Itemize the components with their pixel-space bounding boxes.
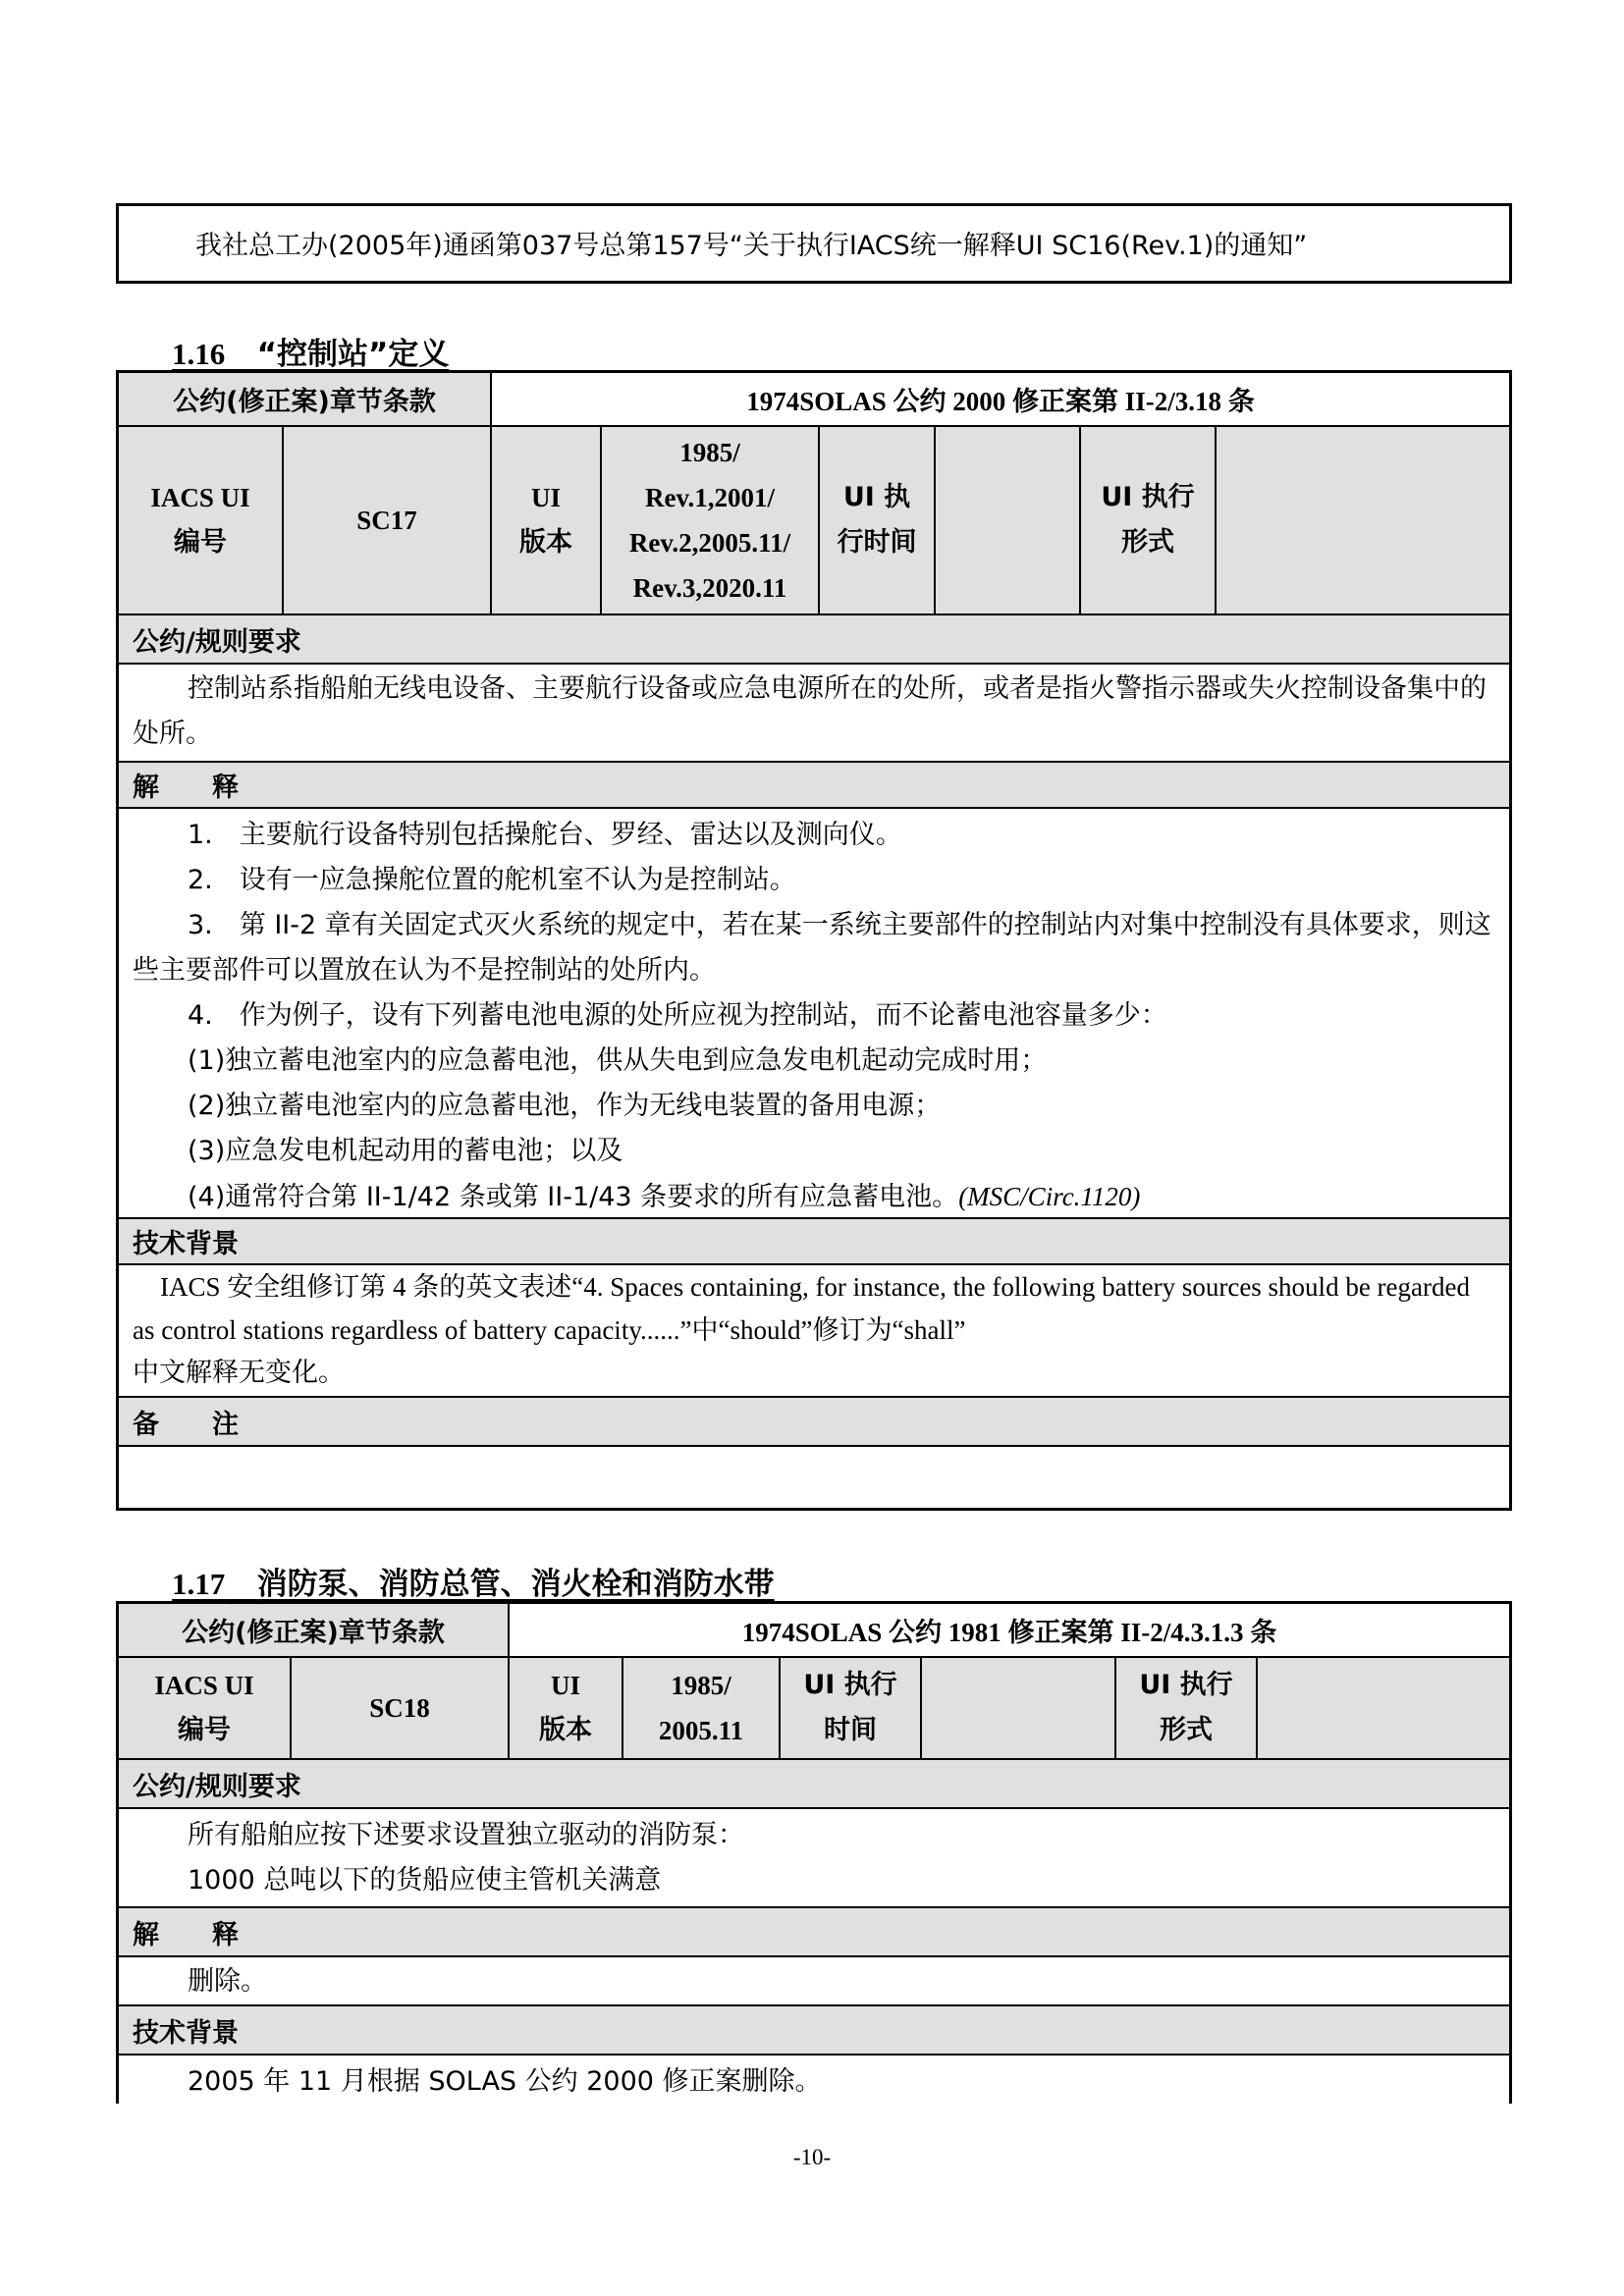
interpretation-text-row (119, 807, 1509, 1217)
remark-value-row (119, 1445, 1509, 1508)
interpretation-label: 解 释 (133, 1919, 239, 1950)
exec-time-value (934, 427, 1079, 614)
version-label: UI 版本 (508, 1658, 622, 1758)
interpretation-label: 解 释 (133, 773, 239, 803)
interp-item-3: 3. 第 II-2 章有关固定式灭火系统的规定中，若在某一系统主要部件的控制站内对集中控制没有具体要求，则这些主要部件可以置放在认为不是控制站的处所内。 (133, 910, 1491, 986)
tech-label-row (119, 2004, 1509, 2054)
tech-text-2: 中文解释无变化。 (133, 1358, 345, 1388)
interpretation-text: 删除。 (188, 1966, 267, 1997)
exec-form-value (1215, 427, 1509, 614)
requirement-text-row (119, 663, 1509, 761)
requirement-label: 公约/规则要求 (133, 626, 301, 658)
interpretation-text-row (119, 1955, 1509, 2004)
exec-time-label: UI 执行 时间 (779, 1658, 920, 1758)
interp-sub-3: (3)应急发电机起动用的蓄电池；以及 (188, 1136, 623, 1166)
clause-value: 1974SOLAS 公约 2000 修正案第 II-2/3.18 条 (490, 373, 1509, 425)
info-row (119, 1656, 1509, 1758)
requirement-text-row (119, 1807, 1509, 1906)
requirement-text: 控制站系指船舶无线电设备、主要航行设备或应急电源所在的处所，或者是指火警指示器或失火控制设备集中的处所。 (133, 673, 1487, 749)
exec-form-label: UI 执行 形式 (1079, 427, 1215, 614)
exec-time-label: UI 执 行时间 (818, 427, 934, 614)
top-note-text: 我社总工办(2005年)通函第037号总第157号“关于执行IACS统一解释UI SC16(Rev.1)的通知” (195, 231, 1308, 261)
tech-text-row (119, 1263, 1509, 1396)
tech-text-1: IACS 安全组修订第 4 条的英文表述“4. Spaces containing, for instance, the following battery sources should be regarded as control stations regardless of battery capacity......”中“should”修订为“shall” (133, 1272, 1470, 1345)
clause-row (119, 1604, 1509, 1656)
interp-reference: (MSC/Circ.1120) (958, 1182, 1141, 1211)
ui-no-label: IACS UI 编号 (119, 1658, 290, 1758)
remark-label-row (119, 1396, 1509, 1445)
requirement-label-row (119, 614, 1509, 663)
clause-label: 公约(修正案)章节条款 (119, 373, 490, 425)
ui-no-value: SC17 (282, 427, 490, 614)
ui-no-value: SC18 (290, 1658, 508, 1758)
requirement-line-2: 1000 总吨以下的货船应使主管机关满意 (188, 1865, 662, 1896)
requirement-line-1: 所有船舶应按下述要求设置独立驱动的消防泵： (188, 1820, 744, 1850)
clause-label: 公约(修正案)章节条款 (119, 1604, 508, 1656)
interp-sub-1: (1)独立蓄电池室内的应急蓄电池，供从失电到应急发电机起动完成时用； (188, 1045, 1048, 1076)
tech-label: 技术背景 (133, 1229, 239, 1259)
interp-item-2: 2. 设有一应急操舵位置的舵机室不认为是控制站。 (188, 865, 796, 895)
tech-text-row (119, 2054, 1509, 2107)
tech-label: 技术背景 (133, 2017, 239, 2049)
info-row (119, 425, 1509, 614)
ui-no-label: IACS UI 编号 (119, 427, 282, 614)
section-title-1-16: 1.16 “控制站”定义 (172, 337, 450, 372)
tech-text: 2005 年 11 月根据 SOLAS 公约 2000 修正案删除。 (188, 2066, 822, 2097)
tech-label-row (119, 1217, 1509, 1263)
version-value: 1985/ 2005.11 (622, 1658, 779, 1758)
section-title-1-17: 1.17 消防泵、消防总管、消火栓和消防水带 (172, 1567, 775, 1602)
interp-sub-4: (4)通常符合第 II-1/42 条或第 II-1/43 条要求的所有应急蓄电池。(MSC/Circ.1120) (188, 1182, 1141, 1212)
interp-sub-2: (2)独立蓄电池室内的应急蓄电池，作为无线电装置的备用电源； (188, 1091, 942, 1121)
requirement-label-row (119, 1758, 1509, 1807)
interpretation-label-row (119, 1906, 1509, 1955)
version-value: 1985/ Rev.1,2001/ Rev.2,2005.11/ Rev.3,2020.11 (600, 427, 818, 614)
exec-time-value (920, 1658, 1114, 1758)
top-note-box (116, 203, 1512, 284)
interp-item-1: 1. 主要航行设备特别包括操舵台、罗经、雷达以及测向仪。 (188, 820, 902, 850)
table-1-16 (116, 370, 1512, 1511)
page-number: -10- (792, 2145, 832, 2169)
clause-value: 1974SOLAS 公约 1981 修正案第 II-2/4.3.1.3 条 (508, 1604, 1509, 1656)
interp-item-4: 4. 作为例子，设有下列蓄电池电源的处所应视为控制站，而不论蓄电池容量多少： (188, 1000, 1167, 1031)
clause-row (119, 373, 1509, 425)
table-1-17 (116, 1601, 1512, 2104)
exec-form-label: UI 执行 形式 (1114, 1658, 1256, 1758)
exec-form-value (1256, 1658, 1509, 1758)
version-label: UI 版本 (490, 427, 600, 614)
remark-label: 备 注 (133, 1409, 239, 1440)
interpretation-label-row (119, 761, 1509, 807)
requirement-label: 公约/规则要求 (133, 1771, 301, 1802)
